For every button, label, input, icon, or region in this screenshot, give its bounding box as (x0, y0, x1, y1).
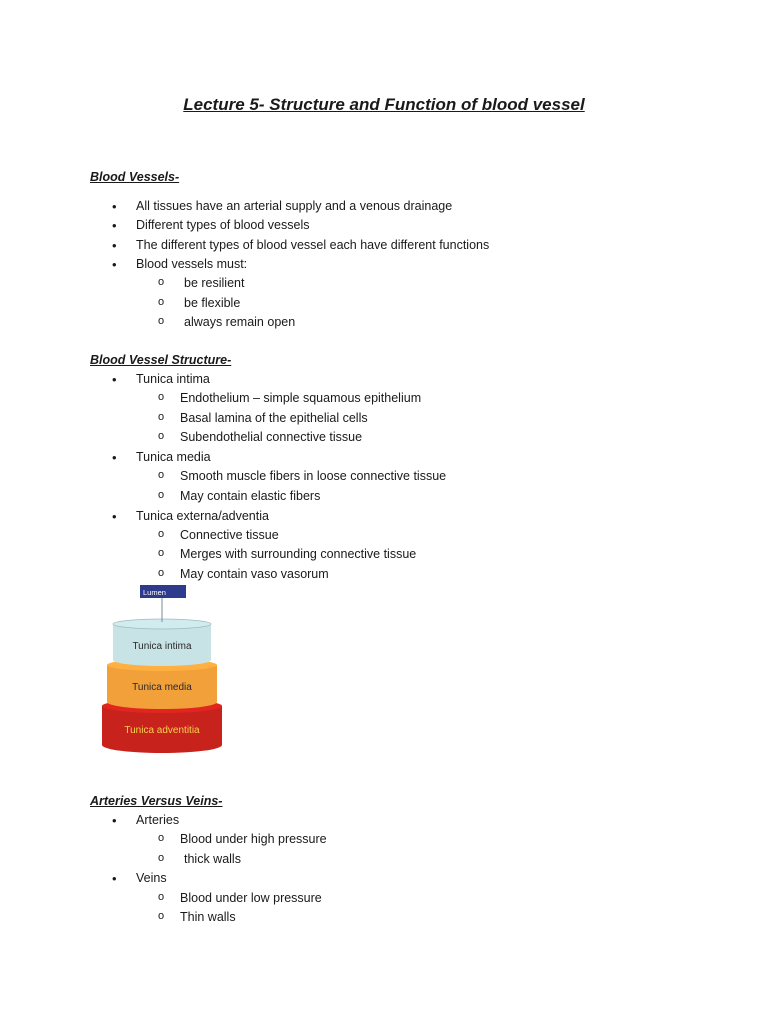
sub-bullet-item: o thick walls (90, 850, 690, 870)
section-blood-vessels (90, 168, 690, 333)
sub-bullet-item: o Blood under low pressure (90, 889, 690, 909)
lumen-label: Lumen (143, 588, 166, 597)
bullet-item-tunica-externa: • Tunica externa/adventia (90, 507, 690, 526)
sub-bullet-item: o be resilient (90, 274, 690, 294)
bullet-item-tunica-intima: • Tunica intima (90, 370, 690, 389)
bullet-item: • All tissues have an arterial supply and a venous drainage (90, 197, 690, 216)
bullet-item: • Different types of blood vessels (90, 216, 690, 235)
sub-bullet-item: o Smooth muscle fibers in loose connective tissue (90, 467, 690, 487)
vessel-layers-diagram (96, 582, 236, 758)
tunica-intima-label: Tunica intima (132, 641, 192, 652)
sub-bullet-item: o May contain elastic fibers (90, 487, 690, 507)
section-heading-arteries-veins: Arteries Versus Veins- (90, 794, 223, 808)
tunica-media-layer (107, 659, 217, 709)
page-title: Lecture 5- Structure and Function of blood vessel (183, 95, 585, 114)
bullet-item-arteries: • Arteries (90, 811, 690, 830)
section-arteries-veins (90, 792, 690, 928)
section-blood-vessel-structure (90, 351, 690, 585)
bullet-item: • The different types of blood vessel each have different functions (90, 236, 690, 255)
sub-bullet-item: o Connective tissue (90, 526, 690, 546)
sub-bullet-item: o Endothelium – simple squamous epithelium (90, 389, 690, 409)
tunica-media-label: Tunica media (132, 682, 192, 693)
sub-bullet-item: o Blood under high pressure (90, 830, 690, 850)
section-heading-blood-vessels: Blood Vessels- (90, 170, 180, 184)
sub-bullet-item: o Thin walls (90, 908, 690, 928)
bullet-item-veins: • Veins (90, 869, 690, 888)
section-heading-structure: Blood Vessel Structure- (90, 353, 232, 367)
bullet-item-tunica-media: • Tunica media (90, 448, 690, 467)
sub-bullet-item: o Subendothelial connective tissue (90, 428, 690, 448)
sub-bullet-item: o Merges with surrounding connective tissue (90, 545, 690, 565)
sub-bullet-item: o always remain open (90, 313, 690, 333)
sub-bullet-item: o be flexible (90, 294, 690, 314)
sub-bullet-item: o Basal lamina of the epithelial cells (90, 409, 690, 429)
tunica-adventitia-label: Tunica adventitia (124, 725, 200, 736)
sub-bullet-item: o May contain vaso vasorum (90, 565, 690, 585)
tunica-intima-layer (113, 619, 211, 666)
bullet-item: • Blood vessels must: (90, 255, 690, 274)
lumen-callout (140, 585, 186, 622)
